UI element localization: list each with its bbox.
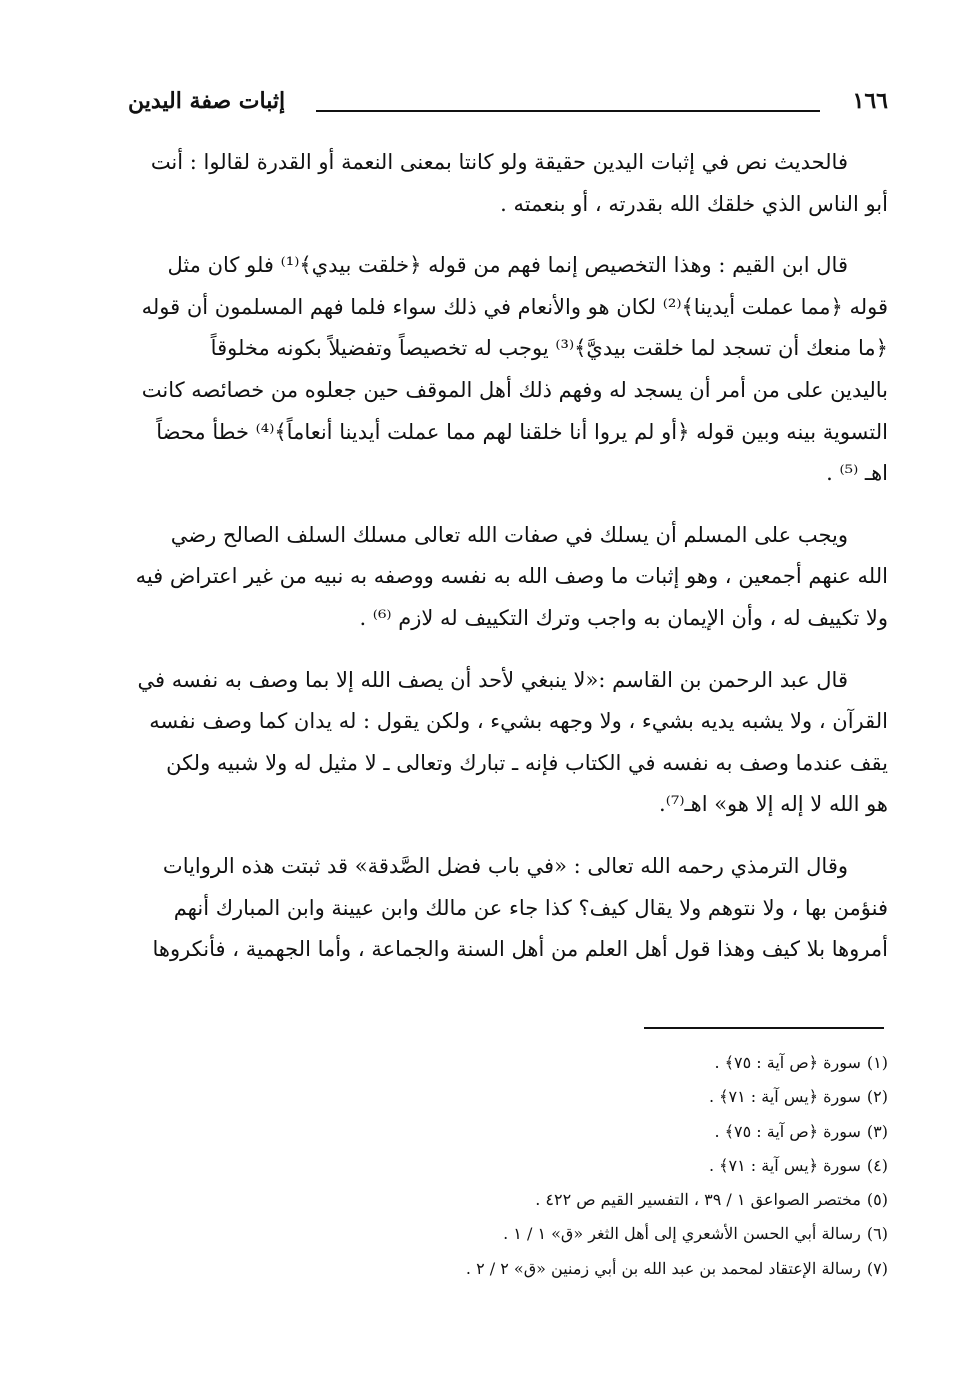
footnote-number: (٦): [866, 1224, 888, 1244]
paragraph: [128, 142, 888, 225]
footnotes: [380, 1046, 888, 1286]
main-text: [128, 142, 888, 991]
footnote: [380, 1080, 888, 1114]
paragraph: [128, 660, 888, 826]
text-line: قال عبد الرحمن بن القاسم :«لا ينبغي لأحد أن يصف الله إلا بما وصف به نفسه في: [137, 667, 848, 692]
footnote-text: سورة ﴿ص آية : ٧٥﴾ .: [714, 1053, 861, 1072]
text-line: فالحديث نص في إثبات اليدين حقيقة ولو كانتا بمعنى النعمة أو القدرة لقالوا : أنت: [150, 150, 848, 174]
text-line: وقال الترمذي رحمه الله تعالى : «في باب فضل الصَّدقة» قد ثبتت هذه الروايات: [162, 853, 848, 878]
text-line: قال ابن القيم : وهذا التخصيص إنما فهم من قوله ﴿خلقت بيدي﴾⁽¹⁾ فلو كان مثل: [167, 253, 848, 278]
paragraph: [128, 245, 888, 495]
text-line: الله عنهم أجمعين ، وهو إثبات ما وصف الله به نفسه ووصفه به نبيه من غير اعتراض فيه: [135, 564, 888, 589]
footnote: [380, 1217, 888, 1251]
footnote: [380, 1183, 888, 1217]
text-line: هو الله لا إله إلا هو» اهـ⁽⁷⁾.: [659, 792, 888, 817]
footnote-text: سورة ﴿يس آية : ٧١﴾ .: [708, 1155, 861, 1175]
text-line: القرآن ، ولا يشبه يديه بشيء ، ولا وجهه بشيء ، ولكن يقول : له يدان كما وصف نفسه: [149, 709, 888, 734]
text-line: ولا تكييف له ، وأن الإيمان به واجب وترك التكييف له لازم ⁽⁶⁾ .: [359, 605, 888, 630]
footnote-number: (٥): [866, 1190, 888, 1210]
text-line: التسوية بينه وبين قوله ﴿أو لم يروا أنا خلقنا لهم مما عملت أيدينا أنعاماً﴾⁽⁴⁾ خطأ محضاً: [156, 419, 888, 444]
footnote-text: رسالة أبي الحسن الأشعري إلى أهل الثغر «ق» ١ / ١ .: [503, 1224, 861, 1244]
paragraph: [128, 515, 888, 640]
text-line: ﴿ما منعك أن تسجد لما خلقت بيديَّ﴾⁽³⁾ يوجب له تخصيصاً وتفضيلاً بكونه مخلوقاً: [210, 336, 888, 361]
footnote-text: مختصر الصواعق ١ / ٣٩ ، التفسير القيم ص ٤٢٢ .: [535, 1190, 861, 1210]
footnote-number: (٧): [866, 1258, 888, 1278]
text-line: قوله ﴿مما عملت أيدينا﴾⁽²⁾ لكان هو والأنعام في ذلك سواء فلما فهم المسلمون أن قوله: [141, 294, 888, 319]
footnote: [380, 1252, 888, 1286]
running-header: [128, 86, 888, 126]
text-line: أمروها بلا كيف وهذا قول أهل العلم من أهل السنة والجماعة ، وأما الجهمية ، فأنكروها: [152, 937, 888, 962]
text-line: يقف عندما وصف به نفسه في الكتاب فإنه ـ تبارك وتعالى ـ لا مثيل له ولا شبيه ولكن: [166, 750, 888, 775]
page-number: ١٦٦: [852, 88, 888, 114]
chapter-title: إثبات صفة اليدين: [128, 88, 286, 114]
footnote-number: (٤): [866, 1155, 888, 1175]
footnote: [380, 1149, 888, 1183]
footnote: [380, 1115, 888, 1149]
text-line: فنؤمن بها ، ولا نتوهم ولا يقال كيف؟ كذا جاء عن مالك وابن عيينة وابن المبارك أنهم: [173, 895, 888, 920]
text-line: أبو الناس الذي خلقك الله بقدرته ، أو بنعمته .: [500, 191, 888, 216]
text-line: ويجب على المسلم أن يسلك في صفات الله تعالى مسلك السلف الصالح رضي: [170, 522, 848, 547]
footnote-text: سورة ﴿ص آية : ٧٥﴾ .: [714, 1121, 861, 1141]
footnote-text: سورة ﴿يس آية : ٧١﴾ .: [708, 1087, 861, 1107]
footnote-separator: [644, 1027, 884, 1029]
header-rule: [316, 110, 820, 112]
paragraph: [128, 846, 888, 971]
text-line: اهـ ⁽⁵⁾ .: [826, 461, 888, 486]
footnote-text: رسالة الإعتقاد لمحمد بن عبد الله بن أبي زمنين «ق» ٢ / ٢ .: [465, 1258, 861, 1278]
footnote-number: (١): [866, 1053, 888, 1072]
footnote-number: (٢): [866, 1087, 888, 1107]
footnote-number: (٣): [866, 1121, 888, 1141]
footnote: [380, 1046, 888, 1080]
text-line: باليدين على من أمر أن يسجد له وفهم ذلك أهل الموقف حين جعلوه من خصائصه كانت: [141, 377, 888, 402]
